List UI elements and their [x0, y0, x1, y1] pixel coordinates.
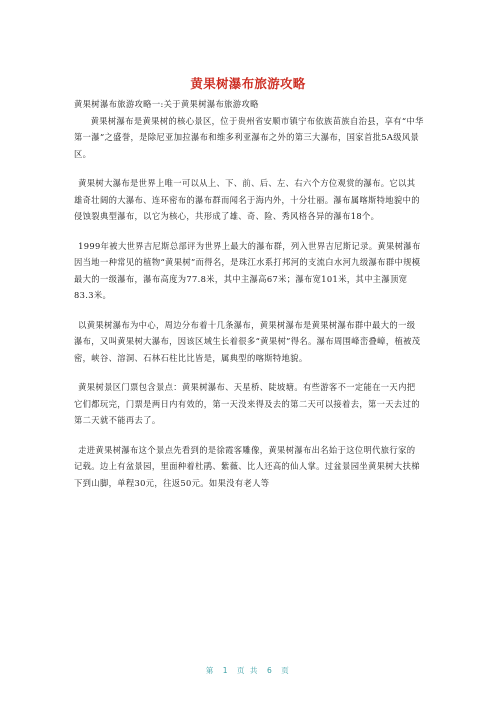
document-body: [74, 96, 424, 491]
footer-middle: 页 共: [237, 666, 259, 675]
footer-suffix: 页: [281, 666, 291, 675]
paragraph-intro: 黄果树瀑布是黄果树的核心景区，位于贵州省安顺市镇宁布依族苗族自治县，享有“中华第一瀑”之盛誉，是除尼亚加拉瀑布和维多利亚瀑布之外的第三大瀑布，国家首批5A级风景区。: [74, 115, 424, 159]
paragraph-waterfall-group: 以黄果树瀑布为中心，周边分布着十几条瀑布，黄果树瀑布是黄果树瀑布群中最大的一级瀑布，又叫黄果树大瀑布，因该区域生长着很多“黄果树”得名。瀑布周围峰峦叠嶂，植被茂密，峡谷、溶洞、石林石柱比比皆是，属典型的喀斯特地貌。: [74, 319, 421, 363]
paragraph-guinness-record: 1999年被大世界吉尼斯总部评为世界上最大的瀑布群，列入世界吉尼斯记录。黄果树瀑布因当地一种常见的植物“黄果树”而得名，是珠江水系打邦河的支流白水河九级瀑布群中规模最大的一级瀑布，瀑布高度为77.8米，其中主瀑高67米；瀑布宽101米，其中主瀑顶宽83.3米。: [74, 240, 421, 300]
footer-total-pages: 6: [266, 666, 274, 675]
document-subtitle: 黄果树瀑布旅游攻略一:关于黄果树瀑布旅游攻略: [74, 99, 259, 109]
page-footer: [0, 665, 496, 676]
paragraph-tickets: 黄果树景区门票包含景点：黄果树瀑布、天星桥、陡坡塘。有些游客不一定能在一天内把它们都玩完，门票是两日内有效的，第一天没来得及去的第二天可以接着去，第一天去过的第二天就不能再去了。: [74, 382, 420, 425]
footer-prefix: 第: [205, 666, 215, 675]
paragraph-waterfall-views: 黄果树大瀑布是世界上唯一可以从上、下、前、后、左、右六个方位观赏的瀑布。它以其雄奇壮阔的大瀑布、连环密布的瀑布群而闻名于海内外，十分壮丽。瀑布属喀斯特地貌中的侵蚀裂典型瀑布，以它为核心，共形成了雄、奇、险、秀风格各异的瀑布18个。: [74, 178, 420, 221]
footer-page-number: 1: [222, 666, 230, 675]
page-title: 黄果树瀑布旅游攻略: [190, 76, 306, 91]
paragraph-route: 走进黄果树瀑布这个景点先看到的是徐霞客雕像，黄果树瀑布出名始于这位明代旅行家的记载。边上有盆景园，里面种着杜鹃、紫薇、比人还高的仙人掌。过盆景园坐黄果树大扶梯下到山脚，单程30元，往返50元。如果没有老人等: [74, 444, 420, 488]
